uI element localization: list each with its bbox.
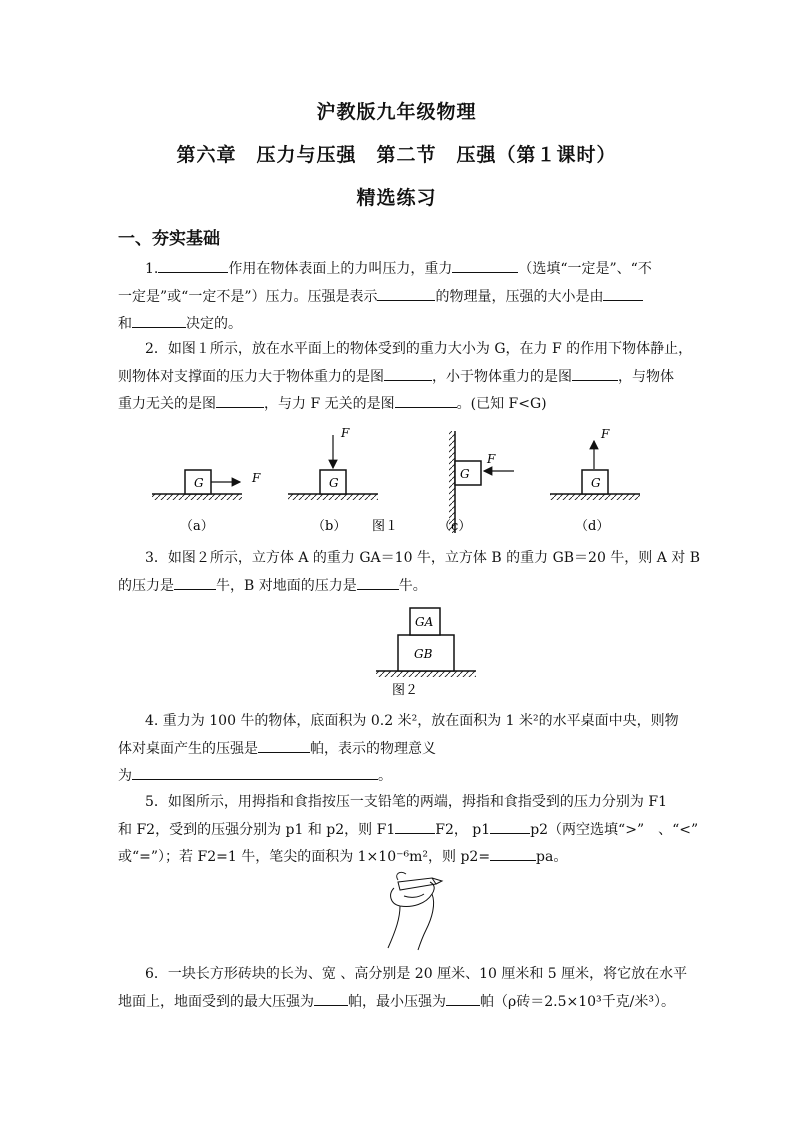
q3-line1: 3．如图２所示，立方体 A 的重力 GA＝10 牛，立方体 B 的重力 GB＝20 牛，则 A 对 B [145,550,701,566]
answer-blank[interactable] [452,258,518,273]
q2-line1: 2．如图１所示，放在水平面上的物体受到的重力大小为 G，在力 F 的作用下物体静止， [145,341,693,357]
document-title: 沪教版九年级物理 [316,101,477,123]
fig1-c [438,431,514,534]
label-f: F [252,471,261,485]
fig1-b [288,426,378,534]
knuckle [404,894,424,897]
answer-blank[interactable] [446,991,480,1006]
figure-2 [370,602,490,702]
answer-blank[interactable] [216,393,264,408]
q4-line2: 体对桌面产生的压强是 帕，表示的物理意义 [118,738,436,759]
answer-blank[interactable] [395,819,435,834]
section-heading: 一、夯实基础 [118,229,220,249]
q1-line2: 一定是”或“一定不是”）压力。压强是表示 的物理量，压强的大小是由 [118,286,643,307]
q6-line2: 地面上，地面受到的最大压强为 帕，最小压强为 帕（ρ砖＝2.5×10³千克/米³）。 [118,991,675,1012]
wrist-right [418,894,434,950]
label-a: （a） [180,519,214,534]
q6-line1: 6．一块长方形砖块的长为、宽 、高分别是 20 厘米、10 厘米和 5 厘米，将它放在水平 [145,966,688,982]
label-f: F [341,426,350,440]
label-d: （d） [575,519,610,534]
label-g: G [329,476,339,490]
answer-blank[interactable] [132,765,378,780]
label-f: F [487,452,496,466]
q3-line2: 的压力是 牛，B 对地面的压力是 牛。 [118,575,427,596]
figure-2-caption: 图２ [392,683,419,698]
q5-line1: 5．如图所示，用拇指和食指按压一支铅笔的两端，拇指和食指受到的压力分别为 F1 [145,794,667,810]
answer-blank[interactable] [395,393,457,408]
q1-line1: 1. 作用在物体表面上的力叫压力，重力 （选填“一定是”、“不 [145,258,652,279]
answer-blank[interactable] [314,991,348,1006]
pencil [398,878,436,890]
fig1-a [152,470,261,534]
answer-blank[interactable] [377,286,435,301]
q5-line2: 和 F2，受到的压强分别为 p1 和 p2，则 F1 F2， p1 p2（两空选填“>” 、“<” [118,819,698,840]
answer-blank[interactable] [132,313,186,328]
finger-tip [397,872,406,880]
answer-blank[interactable] [490,819,530,834]
answer-blank[interactable] [258,738,310,753]
answer-blank[interactable] [174,575,216,590]
hand-pencil-figure [370,868,460,953]
q5-line3: 或“=”）；若 F2=1 牛，笔尖的面积为 1×10⁻⁶m²，则 p2= pa。 [118,846,567,867]
q4-line3: 为 。 [118,765,392,786]
label-ga: GA [415,615,434,629]
label-gb: GB [414,647,433,661]
answer-blank[interactable] [572,366,618,381]
q1-line3: 和 决定的。 [118,313,242,334]
answer-blank[interactable] [490,846,536,861]
label-g: G [460,467,470,481]
answer-blank[interactable] [603,286,643,301]
answer-blank[interactable] [158,258,228,273]
figure-1 [140,425,660,540]
q4-line1: 4. 重力为 100 牛的物体，底面积为 0.2 米²，放在面积为 1 米²的水平桌面中央，则物 [145,713,679,729]
wrist-left [388,906,400,948]
label-g: G [194,476,204,490]
label-g: G [591,476,601,490]
fig1-d [550,427,640,534]
q2-line2: 则物体对支撑面的压力大于物体重力的是图 ，小于物体重力的是图 ，与物体 [118,366,674,387]
chapter-title: 第六章 压力与压强 第二节 压强（第１课时） [176,144,617,166]
figure-1-caption: 图１ [372,519,399,534]
label-b: （b） [312,519,347,534]
label-c: （c） [438,519,472,534]
answer-blank[interactable] [384,366,432,381]
answer-blank[interactable] [357,575,399,590]
label-f: F [601,427,610,441]
exercise-title: 精选练习 [356,187,437,209]
q2-line3: 重力无关的是图 ，与力 F 无关的是图 。(已知 F<G) [118,393,547,414]
